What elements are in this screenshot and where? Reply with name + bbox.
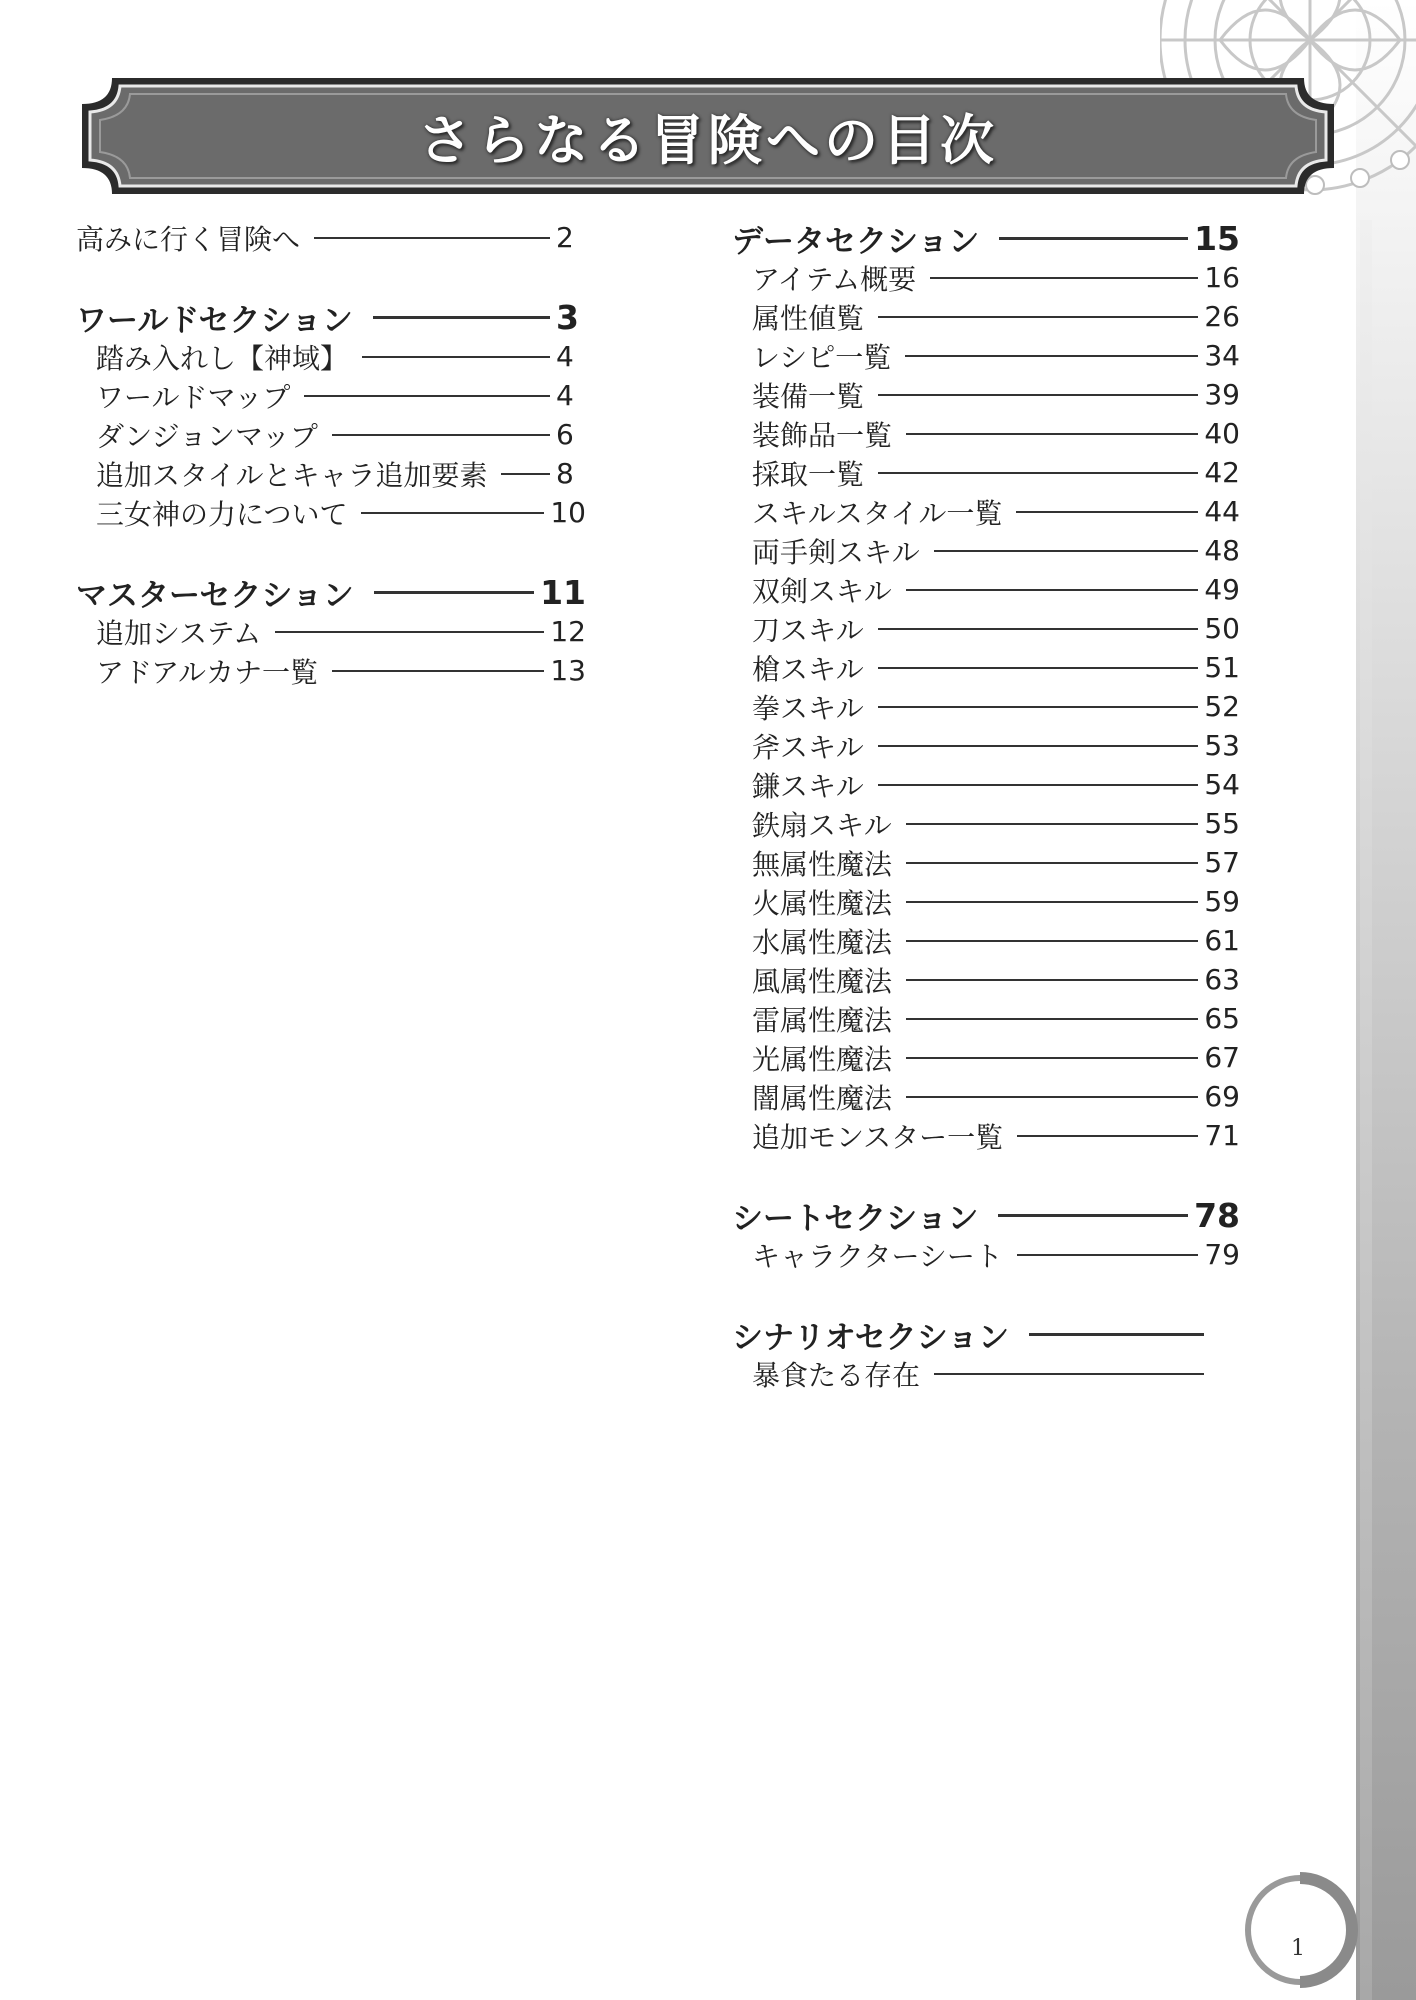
section-spacer [76,532,586,572]
toc-entry[interactable] [76,454,586,493]
toc-entry[interactable] [732,1354,1240,1393]
toc-entry[interactable] [76,493,586,532]
dot-leader [1029,1333,1204,1336]
toc-entry-label: 暴食たる存在 [752,1358,921,1392]
dot-leader [906,1057,1198,1059]
toc-entry-label: シートセクション [732,1200,979,1237]
dot-leader [906,433,1198,435]
toc-page-number: 50 [1204,612,1240,645]
dot-leader [906,862,1198,864]
toc-page-number: 55 [1204,807,1240,840]
toc-page-number: 69 [1204,1080,1240,1113]
toc-entry-label: 火属性魔法 [752,886,893,920]
toc-page-number: 49 [1204,573,1240,606]
toc-entry[interactable] [732,765,1240,804]
toc-page-number: 12 [550,615,586,648]
toc-entry-label: アイテム概要 [752,262,917,296]
toc-entry[interactable] [732,921,1240,960]
toc-right-column [732,218,1240,1393]
dot-leader [930,277,1198,279]
dot-leader [878,628,1199,630]
toc-entry-label: 闇属性魔法 [752,1081,893,1115]
toc-entry-label: レシピ一覧 [752,340,892,374]
toc-entry[interactable] [732,336,1240,375]
toc-entry[interactable] [732,1235,1240,1274]
toc-entry-label: ダンジョンマップ [96,419,318,453]
dot-leader [362,356,550,358]
page-title: さらなる冒険への目次 [418,107,998,172]
toc-page-number: 3 [556,297,579,337]
dot-leader [906,979,1198,981]
toc-page-number: 48 [1204,534,1240,567]
toc-entry[interactable] [732,375,1240,414]
dot-leader [878,394,1198,396]
toc-entry[interactable] [732,648,1240,687]
dot-leader [878,667,1199,669]
dot-leader [905,355,1198,357]
toc-entry[interactable] [76,415,586,454]
toc-entry-label: データセクション [732,223,980,260]
toc-entry-label: 双剣スキル [752,574,892,608]
toc-entry[interactable] [732,258,1240,297]
dot-leader [878,706,1199,708]
toc-page-number: 53 [1204,729,1240,762]
toc-page-number: 26 [1204,300,1240,333]
page-number: 1 [1291,1936,1305,1961]
toc-entry[interactable] [732,726,1240,765]
toc-page-number: 63 [1204,963,1240,996]
toc-entry-label: 鉄扇スキル [752,808,892,842]
dot-leader [373,316,550,319]
dot-leader [304,395,550,397]
toc-page-number: 42 [1204,456,1240,489]
section-spacer [732,1155,1240,1195]
toc-page-number: 8 [556,457,574,490]
section-spacer [732,1274,1240,1314]
dot-leader [906,1018,1198,1020]
toc-page-number: 54 [1204,768,1240,801]
toc-entry-label: 斧スキル [752,730,864,764]
dot-leader [906,901,1198,903]
toc-entry[interactable] [76,376,586,415]
toc-entry[interactable] [732,414,1240,453]
toc-page-number: 79 [1204,1238,1240,1271]
toc-entry[interactable] [732,1077,1240,1116]
toc-page-number: 11 [540,572,586,612]
toc-entry-label: 三女神の力について [96,497,348,531]
toc-page-number: 61 [1204,924,1240,957]
toc-entry[interactable] [732,453,1240,492]
dot-leader [906,1096,1198,1098]
toc-entry-label: 追加システム [96,616,262,650]
toc-entry-label: 追加スタイルとキャラ追加要素 [96,458,488,492]
toc-entry-label: ワールドマップ [96,380,291,414]
toc-page-number: 6 [556,418,574,451]
toc-entry-label: 鎌スキル [752,769,864,803]
toc-entry-label: マスターセクション [76,577,354,614]
toc-entry[interactable] [732,882,1240,921]
toc-entry[interactable] [732,570,1240,609]
toc-page-number: 10 [550,496,586,529]
dot-leader [1017,1135,1198,1137]
toc-page-number: 16 [1204,261,1240,294]
toc-entry-label: 風属性魔法 [752,964,893,998]
dot-leader [314,237,550,239]
dot-leader [934,1373,1204,1375]
dot-leader [332,670,544,672]
dot-leader [361,512,544,514]
toc-entry-label: 踏み入れし【神域】 [96,341,349,375]
toc-page-number: 2 [556,221,574,254]
toc-entry-label: 無属性魔法 [752,847,893,881]
toc-entry-label: シナリオセクション [732,1319,1010,1356]
dot-leader [906,940,1198,942]
toc-entry[interactable] [732,492,1240,531]
toc-entry[interactable] [732,1116,1240,1155]
toc-page-number: 4 [556,379,574,412]
toc-entry[interactable] [732,531,1240,570]
dot-leader [878,472,1198,474]
toc-entry-label: 追加モンスター一覧 [752,1120,1004,1154]
toc-page-number: 15 [1194,218,1240,258]
dot-leader [878,316,1198,318]
toc-entry-label: 装備一覧 [752,379,865,413]
toc-entry-label: 属性値覧 [752,301,865,335]
page-number-badge [1240,1870,1360,1990]
toc-entry-label: 光属性魔法 [752,1042,893,1076]
dot-leader [332,434,550,436]
dot-leader [1017,1254,1198,1256]
toc-page-number: 40 [1204,417,1240,450]
dot-leader [501,473,550,475]
toc-entry[interactable] [76,218,586,257]
toc-page-number: 51 [1204,651,1240,684]
toc-entry[interactable] [732,999,1240,1038]
toc-page-number: 52 [1204,690,1240,723]
dot-leader [998,1214,1188,1217]
dot-leader [906,823,1199,825]
toc-entry[interactable] [732,843,1240,882]
toc-entry[interactable] [76,337,586,376]
toc-page-number: 44 [1204,495,1240,528]
toc-page-number: 78 [1194,1195,1240,1235]
page-edge-stripe [1360,220,1372,2000]
toc-entry-label: スキルスタイル一覧 [752,496,1003,530]
toc-page-number: 59 [1204,885,1240,918]
toc-section-heading[interactable] [76,297,586,337]
toc-entry-label: 雷属性魔法 [752,1003,893,1037]
toc-section-heading[interactable] [732,1195,1240,1235]
toc-left-column [76,218,586,690]
dot-leader [906,589,1199,591]
dot-leader [374,591,534,594]
toc-entry-label: 槍スキル [752,652,864,686]
toc-section-heading[interactable] [732,218,1240,258]
toc-page-number: 57 [1204,846,1240,879]
toc-entry-label: ワールドセクション [76,302,353,339]
dot-leader [275,631,544,633]
toc-entry-label: 採取一覧 [752,457,865,491]
toc-entry[interactable] [732,1038,1240,1077]
toc-page-number: 39 [1204,378,1240,411]
toc-entry[interactable] [732,297,1240,336]
toc-entry-label: 刀スキル [752,613,864,647]
toc-page-number: 13 [550,654,586,687]
toc-page-number: 65 [1204,1002,1240,1035]
toc-page-number: 71 [1204,1119,1240,1152]
toc-entry-label: アドアルカナ一覧 [96,655,319,689]
toc-page-number: 67 [1204,1041,1240,1074]
toc-page-number: 34 [1204,339,1240,372]
toc-entry-label: 拳スキル [752,691,864,725]
dot-leader [878,784,1199,786]
section-spacer [76,257,586,297]
toc-section-heading[interactable] [732,1314,1240,1354]
toc-entry-label: 高みに行く冒険へ [76,222,301,256]
toc-entry-label: 装飾品一覧 [752,418,893,452]
toc-entry[interactable] [732,687,1240,726]
title-banner [76,74,1340,198]
dot-leader [999,237,1188,240]
dot-leader [878,745,1199,747]
toc-entry[interactable] [76,651,586,690]
toc-section-heading[interactable] [76,572,586,612]
toc-entry[interactable] [732,960,1240,999]
toc-entry-label: 水属性魔法 [752,925,893,959]
toc-entry[interactable] [732,804,1240,843]
dot-leader [934,550,1199,552]
toc-entry[interactable] [732,609,1240,648]
toc-entry-label: キャラクターシート [752,1239,1003,1273]
dot-leader [1016,511,1198,513]
toc-entry-label: 両手剣スキル [752,535,920,569]
toc-page-number: 4 [556,340,574,373]
toc-entry[interactable] [76,612,586,651]
